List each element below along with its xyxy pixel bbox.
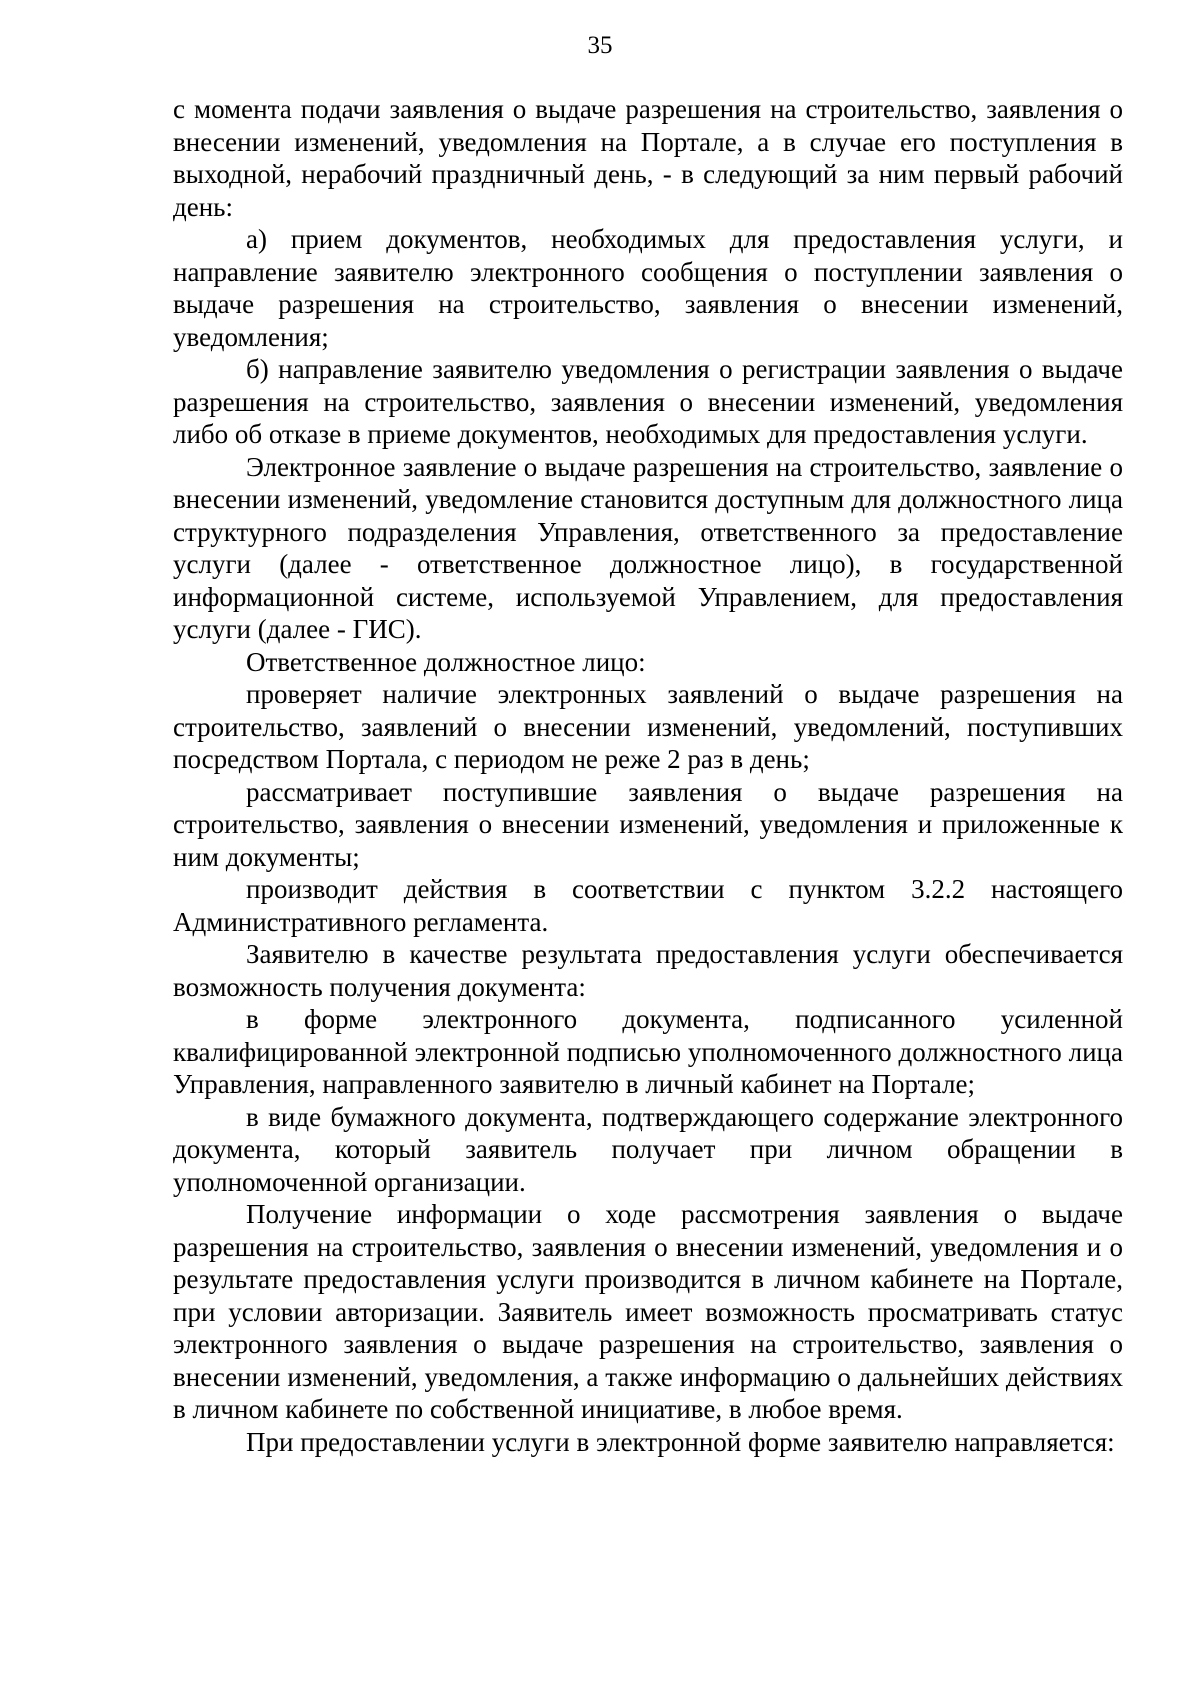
paragraph-item-a: а) прием документов, необходимых для предоставления услуги, и направление заявителю электронного сообщения о поступлении заявления о выдаче разрешения на строительство, заявления о внесении изменений, уведомления;	[173, 224, 1123, 352]
paragraph-performs-actions: производит действия в соответствии с пунктом 3.2.2 настоящего Административного регламента.	[173, 874, 1123, 937]
paragraph-electronic-document: в форме электронного документа, подписанного усиленной квалифицированной электронной подписью уполномоченного должностного лица Управления, направленного заявителю в личный кабинет на Портале;	[173, 1004, 1123, 1099]
paragraph-electronic-application: Электронное заявление о выдаче разрешения на строительство, заявление о внесении изменений, уведомление становится доступным для должностного лица структурного подразделения Управления, ответственного за предоставление услуги (далее - ответственное должностное лицо), в государственной информационной системе, используемой Управлением, для предоставления услуги (далее - ГИС).	[173, 451, 1123, 644]
paragraph-paper-document: в виде бумажного документа, подтверждающего содержание электронного документа, который заявитель получает при личном обращении в уполномоченной организации.	[173, 1101, 1123, 1197]
document-body	[173, 93, 1123, 1458]
page-number: 35	[587, 32, 613, 59]
paragraph-result-options: Заявителю в качестве результата предоставления услуги обеспечивается возможность получения документа:	[173, 939, 1123, 1002]
paragraph-responsible-official: Ответственное должностное лицо:	[246, 646, 646, 677]
paragraph-reviews: рассматривает поступившие заявления о выдаче разрешения на строительство, заявления о внесении изменений, уведомления и приложенные к ним документы;	[173, 776, 1123, 872]
paragraph-checks: проверяет наличие электронных заявлений о выдаче разрешения на строительство, заявлений о внесении изменений, уведомлений, поступивших посредством Портала, с периодом не реже 2 раз в день;	[173, 679, 1123, 774]
paragraph-electronic-form: При предоставлении услуги в электронной форме заявителю направляется:	[246, 1426, 1115, 1457]
paragraph-item-b: б) направление заявителю уведомления о регистрации заявления о выдаче разрешения на строительство, заявления о внесении изменений, уведомления либо об отказе в приеме документов, необходимых для предоставления услуги.	[173, 354, 1123, 449]
paragraph-continuation: с момента подачи заявления о выдаче разрешения на строительство, заявления о внесении изменений, уведомления на Портале, а в случае его поступления в выходной, нерабочий праздничный день, - в следующий за ним первый рабочий день:	[173, 94, 1123, 222]
paragraph-status-information: Получение информации о ходе рассмотрения заявления о выдаче разрешения на строительство, заявления о внесении изменений, уведомления и о результате предоставления услуги производится в личном кабинете на Портале, при условии авторизации. Заявитель имеет возможность просматривать статус электронного заявления о выдаче разрешения на строительство, заявления о внесении изменений, уведомления, а также информацию о дальнейших действиях в личном кабинете по собственной инициативе, в любое время.	[173, 1199, 1123, 1424]
